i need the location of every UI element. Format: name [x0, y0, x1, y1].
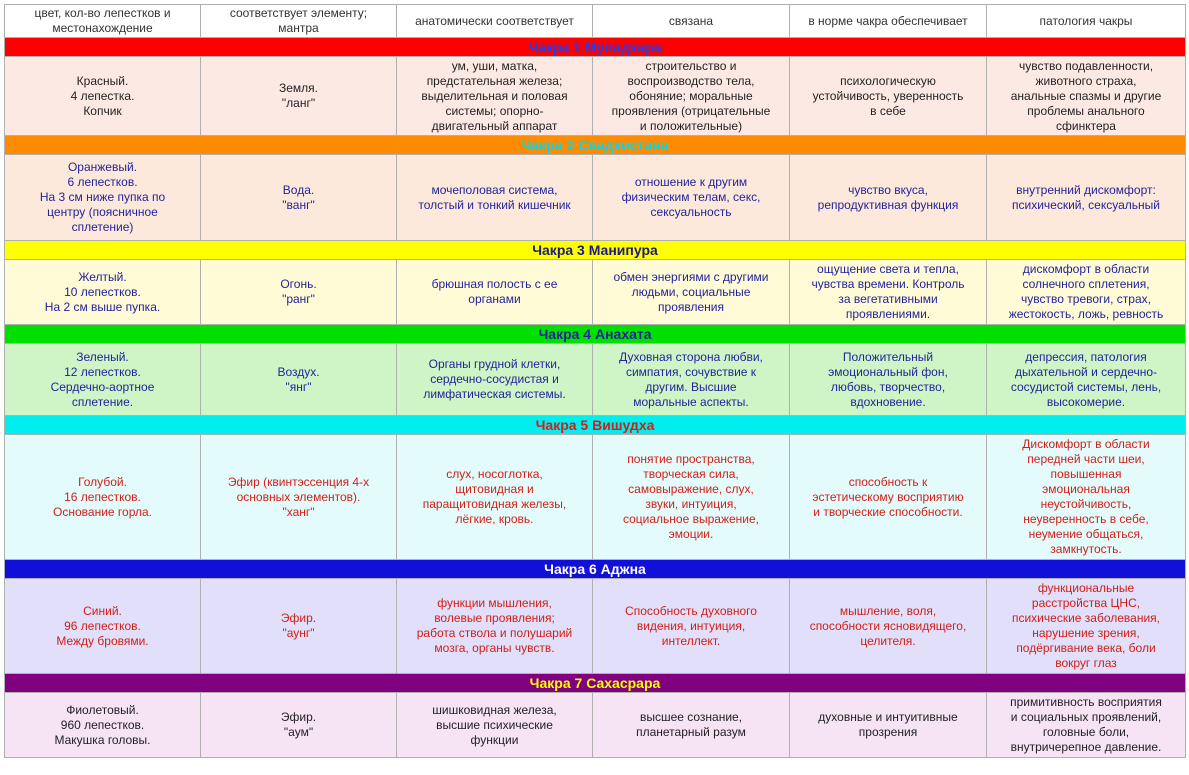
table-row	[5, 693, 1186, 758]
chakra-title-row	[5, 560, 1186, 579]
cell-normal-provides: духовные и интуитивные прозрения	[790, 693, 987, 758]
cell-normal-provides: психологическую устойчивость, уверенность в себе	[790, 57, 987, 136]
header-connected: связана	[593, 5, 790, 38]
cell-element-mantra: Воздух. "янг"	[201, 344, 397, 416]
cell-element-mantra: Эфир. "аунг"	[201, 579, 397, 674]
cell-color-petals-location: Красный. 4 лепестка. Копчик	[5, 57, 201, 136]
cell-pathology: чувство подавленности, животного страха, анальные спазмы и другие проблемы анального сфинктера	[987, 57, 1186, 136]
chakra-title: Чакра 6 Аджна	[5, 560, 1186, 579]
cell-pathology: внутренний дискомфорт: психический, сексуальный	[987, 155, 1186, 241]
header-color-petals-location: цвет, кол-во лепестков и местонахождение	[5, 5, 201, 38]
chakra-title: Чакра 3 Манипура	[5, 241, 1186, 260]
cell-pathology: функциональные расстройства ЦНС, психические заболевания, нарушение зрения, подёргивание века, боли вокруг глаз	[987, 579, 1186, 674]
cell-pathology: примитивность восприятия и социальных проявлений, головные боли, внутричерепное давление.	[987, 693, 1186, 758]
cell-pathology: дискомфорт в области солнечного сплетения, чувство тревоги, страх, жестокость, ложь, ревность	[987, 260, 1186, 325]
cell-color-petals-location: Зеленый. 12 лепестков. Сердечно-аортное сплетение.	[5, 344, 201, 416]
cell-color-petals-location: Желтый. 10 лепестков. На 2 см выше пупка.	[5, 260, 201, 325]
cell-pathology: Дискомфорт в области передней части шеи, повышенная эмоциональная неустойчивость, неуверенность в себе, неумение общаться, замкнутость.	[987, 435, 1186, 560]
table-row	[5, 155, 1186, 241]
cell-connected: Способность духовного видения, интуиция, интеллект.	[593, 579, 790, 674]
cell-connected: понятие пространства, творческая сила, самовыражение, слух, звуки, интуиция, социальное выражение, эмоции.	[593, 435, 790, 560]
table-row	[5, 57, 1186, 136]
chakra-title: Чакра 5 Вишудха	[5, 416, 1186, 435]
chakra-table	[4, 4, 1186, 758]
header-row	[5, 5, 1186, 38]
cell-anatomy: слух, носоглотка, щитовидная и паращитовидная железы, лёгкие, кровь.	[397, 435, 593, 560]
table-row	[5, 435, 1186, 560]
cell-element-mantra: Земля. "ланг"	[201, 57, 397, 136]
chakra-title: Чакра 2 Свадхистана	[5, 136, 1186, 155]
cell-normal-provides: способность к эстетическому восприятию и творческие способности.	[790, 435, 987, 560]
cell-normal-provides: ощущение света и тепла, чувства времени. Контроль за вегетативными проявлениями.	[790, 260, 987, 325]
cell-connected: строительство и воспроизводство тела, обоняние; моральные проявления (отрицательные и положительные)	[593, 57, 790, 136]
cell-connected: отношение к другим физическим телам, секс, сексуальность	[593, 155, 790, 241]
cell-anatomy: ум, уши, матка, предстательная железа; выделительная и половая системы; опорно- двигательный аппарат	[397, 57, 593, 136]
chakra-title: Чакра 4 Анахата	[5, 325, 1186, 344]
table-row	[5, 344, 1186, 416]
table-row	[5, 579, 1186, 674]
chakra-title-row	[5, 416, 1186, 435]
header-pathology: патология чакры	[987, 5, 1186, 38]
cell-element-mantra: Огонь. "ранг"	[201, 260, 397, 325]
cell-connected: высшее сознание, планетарный разум	[593, 693, 790, 758]
cell-connected: обмен энергиями с другими людьми, социальные проявления	[593, 260, 790, 325]
chakra-title-row	[5, 325, 1186, 344]
chakra-title: Чакра 1 Муладхара	[5, 38, 1186, 57]
cell-element-mantra: Эфир. "аум"	[201, 693, 397, 758]
chakra-title-row	[5, 241, 1186, 260]
cell-connected: Духовная сторона любви, симпатия, сочувствие к другим. Высшие моральные аспекты.	[593, 344, 790, 416]
cell-normal-provides: Положительный эмоциональный фон, любовь, творчество, вдохновение.	[790, 344, 987, 416]
chakra-title: Чакра 7 Сахасрара	[5, 674, 1186, 693]
chakra-title-row	[5, 674, 1186, 693]
cell-normal-provides: чувство вкуса, репродуктивная функция	[790, 155, 987, 241]
cell-anatomy: брюшная полость с ее органами	[397, 260, 593, 325]
header-normal-provides: в норме чакра обеспечивает	[790, 5, 987, 38]
cell-anatomy: шишковидная железа, высшие психические функции	[397, 693, 593, 758]
header-anatomy: анатомически соответствует	[397, 5, 593, 38]
chakra-title-row	[5, 136, 1186, 155]
cell-color-petals-location: Синий. 96 лепестков. Между бровями.	[5, 579, 201, 674]
cell-anatomy: мочеполовая система, толстый и тонкий кишечник	[397, 155, 593, 241]
cell-anatomy: Органы грудной клетки, сердечно-сосудистая и лимфатическая системы.	[397, 344, 593, 416]
cell-color-petals-location: Голубой. 16 лепестков. Основание горла.	[5, 435, 201, 560]
cell-anatomy: функции мышления, волевые проявления; работа ствола и полушарий мозга, органы чувств.	[397, 579, 593, 674]
cell-normal-provides: мышление, воля, способности ясновидящего, целителя.	[790, 579, 987, 674]
cell-element-mantra: Эфир (квинтэссенция 4-х основных элементов). "ханг"	[201, 435, 397, 560]
cell-element-mantra: Вода. "ванг"	[201, 155, 397, 241]
header-element-mantra: соответствует элементу; мантра	[201, 5, 397, 38]
table-row	[5, 260, 1186, 325]
cell-color-petals-location: Оранжевый. 6 лепестков. На 3 см ниже пупка по центру (поясничное сплетение)	[5, 155, 201, 241]
chakra-title-row	[5, 38, 1186, 57]
cell-color-petals-location: Фиолетовый. 960 лепестков. Макушка головы.	[5, 693, 201, 758]
cell-pathology: депрессия, патология дыхательной и сердечно- сосудистой системы, лень, высокомерие.	[987, 344, 1186, 416]
